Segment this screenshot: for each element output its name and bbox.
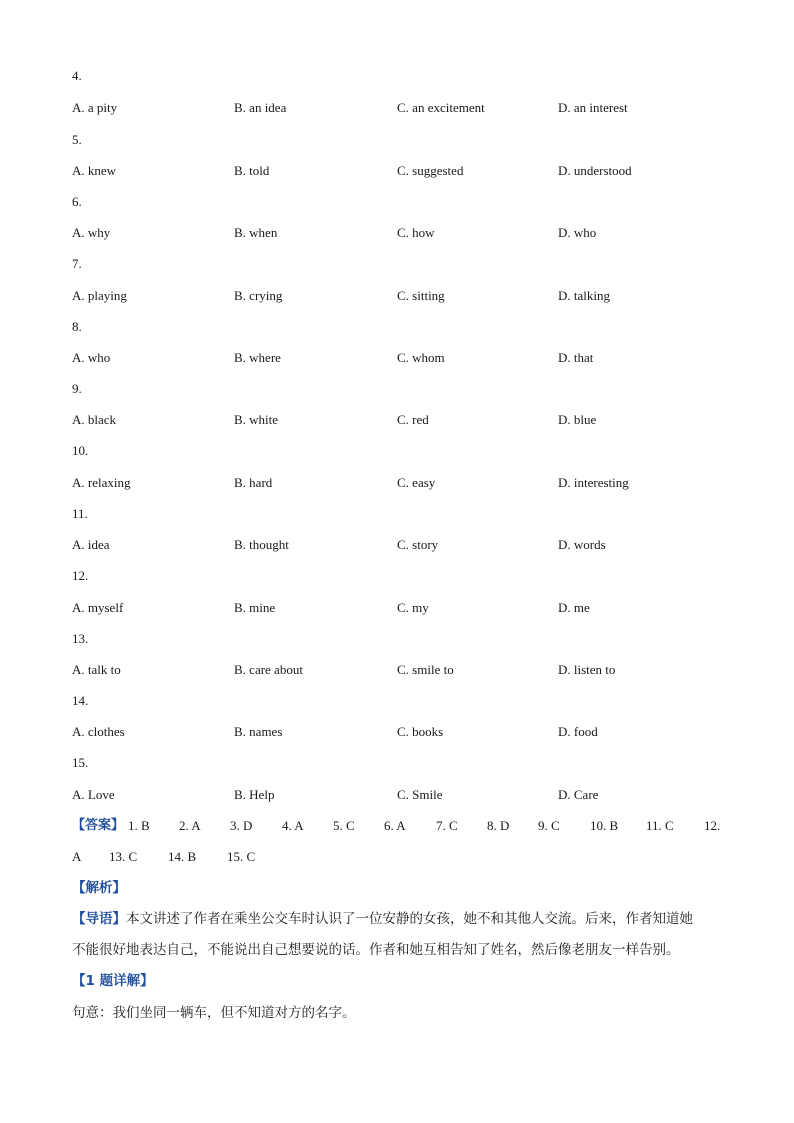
option-4-a: A. a pity [72, 100, 118, 115]
option-6-d: D. who [558, 225, 597, 240]
guide-line-1 [72, 909, 693, 929]
answer-item: 8. D [487, 818, 510, 833]
option-15-a: A. Love [72, 787, 115, 802]
option-8-a: A. who [72, 350, 111, 365]
option-6-b: B. when [234, 225, 278, 240]
answer-item: 4. A [282, 818, 304, 833]
option-14-c: C. books [397, 724, 444, 739]
option-7-d: D. talking [558, 288, 610, 303]
option-5-a: A. knew [72, 163, 117, 178]
question-number-5: 5. [72, 132, 82, 147]
option-7-c: C. sitting [397, 288, 445, 303]
answer-item: 15. C [227, 849, 256, 864]
option-8-c: C. whom [397, 350, 445, 365]
option-15-b: B. Help [234, 787, 275, 802]
option-13-b: B. care about [234, 662, 303, 677]
question-number-11: 11. [72, 506, 88, 521]
option-13-a: A. talk to [72, 662, 121, 677]
answer-item: 7. C [436, 818, 458, 833]
option-13-d: D. listen to [558, 662, 616, 677]
option-5-c: C. suggested [397, 163, 464, 178]
option-10-c: C. easy [397, 475, 436, 490]
answer-item: 9. C [538, 818, 560, 833]
option-12-b: B. mine [234, 600, 276, 615]
option-9-b: B. white [234, 412, 279, 427]
question-number-4: 4. [72, 68, 82, 83]
option-4-c: C. an excitement [397, 100, 485, 115]
option-8-d: D. that [558, 350, 594, 365]
option-6-a: A. why [72, 225, 111, 240]
detail-label: 【1 题详解】 [72, 973, 154, 989]
answer-item: 13. C [109, 849, 138, 864]
option-4-b: B. an idea [234, 100, 287, 115]
option-6-c: C. how [397, 225, 435, 240]
answer-item: 2. A [179, 818, 201, 833]
option-12-d: D. me [558, 600, 590, 615]
option-5-d: D. understood [558, 163, 632, 178]
option-12-a: A. myself [72, 600, 124, 615]
option-4-d: D. an interest [558, 100, 628, 115]
option-7-b: B. crying [234, 288, 283, 303]
answer-item: 11. C [646, 818, 674, 833]
option-15-d: D. Care [558, 787, 599, 802]
detail-text: 句意：我们坐同一辆车，但不知道对方的名字。 [72, 1005, 356, 1021]
option-11-a: A. idea [72, 537, 110, 552]
question-number-8: 8. [72, 319, 82, 334]
option-10-a: A. relaxing [72, 475, 131, 490]
question-number-13: 13. [72, 631, 89, 646]
option-5-b: B. told [234, 163, 270, 178]
option-15-c: C. Smile [397, 787, 443, 802]
question-number-6: 6. [72, 194, 82, 209]
answer-item: 10. B [590, 818, 619, 833]
question-number-9: 9. [72, 381, 82, 396]
option-10-b: B. hard [234, 475, 273, 490]
guide-label: 【导语】 [72, 911, 126, 927]
guide-text-1: 本文讲述了作者在乘坐公交车时认识了一位安静的女孩，她不和其他人交流。后来，作者知道她 [126, 911, 693, 927]
option-11-d: D. words [558, 537, 606, 552]
analysis-label: 【解析】 [72, 880, 126, 896]
option-11-b: B. thought [234, 537, 289, 552]
option-14-d: D. food [558, 724, 598, 739]
option-9-a: A. black [72, 412, 117, 427]
guide-line-2: 不能很好地表达自己，不能说出自己想要说的话。作者和她互相告知了姓名，然后像老朋友一样告别。 [72, 942, 680, 958]
question-number-12: 12. [72, 568, 89, 583]
option-12-c: C. my [397, 600, 429, 615]
answer-label: 【答案】 [72, 818, 125, 833]
answer-item: 12. [704, 818, 721, 833]
option-11-c: C. story [397, 537, 439, 552]
option-13-c: C. smile to [397, 662, 454, 677]
option-8-b: B. where [234, 350, 281, 365]
answer-item: 14. B [168, 849, 197, 864]
option-7-a: A. playing [72, 288, 127, 303]
option-9-d: D. blue [558, 412, 597, 427]
answer-item: A [72, 849, 82, 864]
answer-item: 6. A [384, 818, 406, 833]
answer-item: 5. C [333, 818, 355, 833]
question-number-15: 15. [72, 755, 89, 770]
answer-item: 1. B [128, 818, 150, 833]
question-number-10: 10. [72, 443, 89, 458]
question-number-7: 7. [72, 256, 82, 271]
option-14-a: A. clothes [72, 724, 125, 739]
option-10-d: D. interesting [558, 475, 629, 490]
question-number-14: 14. [72, 693, 89, 708]
option-9-c: C. red [397, 412, 429, 427]
answer-item: 3. D [230, 818, 253, 833]
option-14-b: B. names [234, 724, 283, 739]
